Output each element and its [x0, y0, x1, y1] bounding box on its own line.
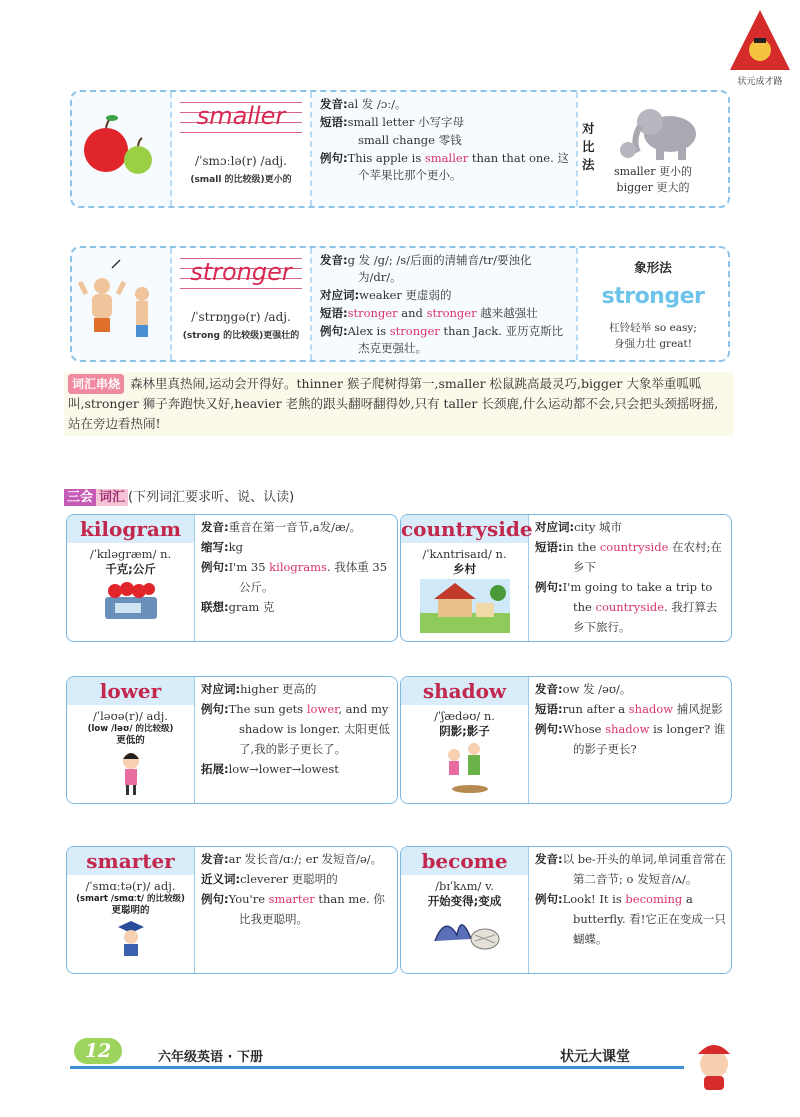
detail-label: 缩写:: [201, 540, 229, 554]
vocab-detail-row: [535, 577, 727, 637]
phonetic: /ˈsmɔːlə(r) /adj.: [195, 154, 287, 168]
vocab-meaning: 乡村: [453, 562, 476, 576]
detail-keyword: smarter: [268, 892, 315, 906]
vocab-detail-row: [535, 849, 727, 889]
vocab-detail-row: [201, 699, 393, 759]
vocab-details: [535, 679, 727, 759]
brand-name: 状元大课堂: [560, 1049, 630, 1065]
strongmen-illustration: [72, 248, 172, 360]
example: [320, 323, 574, 357]
publisher-logo: [728, 8, 792, 90]
label: 发音:: [320, 97, 348, 111]
headword: stronger: [190, 258, 292, 286]
detail-text: 捕风捉影: [673, 702, 723, 716]
phrase-keyword: stronger: [347, 306, 398, 320]
vocab-illustration: [67, 579, 194, 627]
story-text: 森林里真热闹,运动会开得好。thinner 猴子爬树得第一,smaller 松鼠跳高最灵巧,bigger 大象举重呱呱叫,stronger 狮子奔跑快又好,heavier 老熊的跟头翻呀翻得妙,只有 taller 长颈鹿,什么运动都不会,只会把头颈摇呀摇,站在旁边看热闹!: [68, 376, 719, 431]
vocab-detail-row: [201, 869, 393, 889]
vocab-detail-row: [201, 759, 393, 779]
detail-text: , and my shadow is longer. 太阳更低了,我的影子更长了。: [239, 702, 390, 756]
section-badge-1: 三会: [64, 489, 96, 506]
detail-keyword: lower: [306, 702, 339, 716]
example-keyword: stronger: [389, 324, 440, 338]
detail-label: 拓展:: [201, 762, 229, 776]
vocab-word-panel: [67, 677, 195, 803]
logo-text: 状元成才路: [737, 77, 783, 87]
phrase-1: small letter 小写字母: [347, 115, 464, 129]
detail-label: 发音:: [535, 682, 563, 696]
vocab-detail-row: [201, 537, 393, 557]
story-tag: 词汇串烧: [68, 374, 124, 394]
vocab-illustration: [401, 911, 528, 959]
vocab-card-shadow: [400, 676, 732, 804]
detail-text: 以 be-开头的单词,单词重音常在第二音节; o 发短音/ʌ/。: [562, 852, 726, 886]
pron-text: g 发 /g/; /s/后面的清辅音/tr/要浊化为/dr/。: [347, 253, 532, 284]
section-header: [64, 486, 294, 505]
gloss: (strong 的比较级)更强壮的: [182, 331, 300, 341]
section-note: (下列词汇要求听、说、认读): [128, 490, 295, 505]
elephant-icon: [618, 98, 708, 162]
detail-label: 例句:: [535, 892, 563, 906]
vocab-card-lower: [66, 676, 398, 804]
detail-text: The sun gets: [228, 702, 307, 716]
vocab-details: [201, 517, 393, 617]
headword: smaller: [196, 102, 286, 130]
caption-2: 身强力壮 great!: [614, 338, 692, 350]
example: [320, 150, 574, 184]
detail-text: You're: [228, 892, 269, 906]
detail-label: 发音:: [535, 852, 563, 866]
example-keyword: smaller: [424, 151, 469, 165]
detail-text: cleverer 更聪明的: [240, 872, 338, 886]
detail-text: kg: [228, 540, 243, 554]
detail-label: 短语:: [535, 540, 563, 554]
book-title: 六年级英语 · 下册: [158, 1050, 263, 1065]
example-part: than that one. 这个苹果比那个更小。: [358, 151, 569, 182]
vocab-card-become: [400, 846, 732, 974]
detail-text: . 我打算去乡下旅行。: [573, 600, 718, 634]
detail-text: in the: [562, 540, 600, 554]
vocab-word-panel: [401, 677, 529, 803]
section-badge-2: 词汇: [96, 489, 128, 506]
detail-text: is longer? 谁的影子更长?: [573, 722, 726, 756]
vocab-meaning: 开始变得;变成: [427, 894, 502, 908]
caption-1: 杠铃轻举 so easy;: [609, 322, 697, 334]
vocab-note: (low /ləʊ/ 的比较级): [87, 724, 174, 734]
detail-text: I'm going to take a trip to the: [562, 580, 713, 614]
vocab-phonetic: /ˈləʊə(r)/ adj.: [93, 709, 168, 723]
caption-2: bigger 更大的: [616, 181, 690, 194]
vocab-detail-row: [201, 889, 393, 929]
detail-text: run after a: [562, 702, 629, 716]
phrase-part: 越来越强壮: [476, 306, 538, 320]
label: 例句:: [320, 151, 348, 165]
vocab-detail-row: [535, 889, 727, 949]
vocab-details: [201, 679, 393, 779]
detail-label: 短语:: [535, 702, 563, 716]
detail-text: ow 发 /əʊ/。: [562, 682, 632, 696]
vocab-phonetic: /bɪˈkʌm/ v.: [435, 879, 494, 893]
vocab-word-panel: [67, 515, 195, 641]
vocab-phonetic: /ˈsmɑːtə(r)/ adj.: [85, 879, 176, 893]
word-card-stronger: [70, 246, 730, 362]
detail-keyword: countryside: [599, 540, 669, 554]
detail-text: I'm 35: [228, 560, 270, 574]
detail-label: 例句:: [535, 580, 563, 594]
detail-text: low→lower→lowest: [228, 762, 339, 776]
vocab-meaning: 千克;公斤: [105, 562, 156, 576]
logo-triangle-icon: [728, 8, 792, 74]
vocab-detail-row: [535, 719, 727, 759]
vocab-story: [64, 372, 734, 436]
vocab-meaning: 更聪明的: [111, 905, 150, 916]
detail-text: than me. 你比我更聪明。: [239, 892, 385, 926]
info-cell: [320, 252, 574, 358]
antonym: weaker 更虚弱的: [359, 288, 452, 302]
detail-label: 例句:: [535, 722, 563, 736]
vocab-phonetic: /ˈkʌntrisaɪd/ n.: [422, 547, 507, 561]
vocab-detail-row: [201, 557, 393, 597]
vocab-headword: shadow: [401, 677, 528, 705]
vocab-detail-row: [535, 537, 727, 577]
label: 短语:: [320, 306, 348, 320]
vocab-word-panel: [401, 847, 529, 973]
detail-keyword: shadow: [605, 722, 650, 736]
detail-label: 发音:: [201, 852, 229, 866]
vocab-card-smarter: [66, 846, 398, 974]
detail-text: Look! It is: [562, 892, 626, 906]
example-part: This apple is: [347, 151, 425, 165]
vocab-illustration: [401, 579, 528, 637]
detail-keyword: shadow: [628, 702, 674, 716]
method-label: 象形法: [634, 260, 672, 275]
vocab-detail-row: [201, 849, 393, 869]
pron-text: al 发 /ɔː/。: [347, 97, 407, 111]
label: 短语:: [320, 115, 348, 129]
vocab-phonetic: /ˈʃædəʊ/ n.: [434, 709, 495, 723]
detail-text: ar 发长音/ɑː/; er 发短音/ə/。: [228, 852, 383, 866]
detail-label: 发音:: [201, 520, 229, 534]
gloss: (small 的比较级)更小的: [190, 175, 292, 185]
detail-label: 对应词:: [201, 682, 241, 696]
vocab-details: [201, 849, 393, 929]
apples-illustration: [72, 92, 172, 206]
page-number: 12: [74, 1038, 122, 1064]
caption-1: smaller 更小的: [614, 165, 692, 178]
mascot-icon: [690, 1036, 738, 1092]
phrase-part: and: [397, 306, 427, 320]
detail-text: Whose: [562, 722, 606, 736]
vocab-illustration: [67, 919, 194, 963]
method-label: 对比法: [582, 121, 595, 172]
phonetic: /ˈstrɒŋgə(r) /adj.: [191, 310, 291, 324]
footer-rule: [70, 1066, 684, 1069]
word-cell: [172, 92, 312, 206]
detail-label: 联想:: [201, 600, 229, 614]
detail-label: 例句:: [201, 560, 229, 574]
vocab-illustration: [401, 741, 528, 801]
vocab-illustration: [67, 749, 194, 803]
detail-text: city 城市: [574, 520, 623, 534]
detail-label: 例句:: [201, 892, 229, 906]
method-cell: [576, 248, 728, 360]
vocab-detail-row: [535, 699, 727, 719]
vocab-headword: kilogram: [67, 515, 194, 543]
vocab-headword: lower: [67, 677, 194, 705]
phrase-2: small change 零钱: [358, 133, 462, 147]
vocab-detail-row: [535, 517, 727, 537]
word-cell: [172, 248, 312, 360]
vocab-phonetic: /ˈkɪləgræm/ n.: [89, 547, 172, 561]
vocab-meaning: 更低的: [116, 735, 145, 746]
detail-keyword: countryside: [595, 600, 665, 614]
vocab-detail-row: [201, 679, 393, 699]
label: 发音:: [320, 253, 348, 267]
vocab-meaning: 阴影;影子: [439, 724, 490, 738]
vocab-card-countryside: [400, 514, 732, 642]
detail-keyword: becoming: [625, 892, 683, 906]
detail-text: gram 克: [228, 600, 275, 614]
vocab-word-panel: [67, 847, 195, 973]
vocab-detail-row: [201, 597, 393, 617]
example-part: than Jack. 亚历克斯比杰克更强壮。: [358, 324, 564, 355]
detail-label: 近义词:: [201, 872, 241, 886]
vocab-headword: smarter: [67, 847, 194, 875]
phrase-keyword: stronger: [426, 306, 477, 320]
vocab-headword: countryside: [401, 517, 533, 541]
vocab-headword: become: [401, 847, 528, 875]
detail-text: 重音在第一音节,a发/æ/。: [228, 520, 362, 534]
detail-text: . 我体重 35 公斤。: [239, 560, 388, 594]
label: 例句:: [320, 324, 348, 338]
vocab-card-kilogram: [66, 514, 398, 642]
detail-label: 对应词:: [535, 520, 575, 534]
detail-keyword: kilograms: [269, 560, 327, 574]
vocab-detail-row: [201, 517, 393, 537]
word-card-smaller: [70, 90, 730, 208]
vocab-word-panel: [401, 515, 533, 641]
label: 对应词:: [320, 288, 360, 302]
detail-label: 例句:: [201, 702, 229, 716]
method-cell: [576, 92, 728, 206]
vocab-details: [535, 517, 727, 637]
detail-text: higher 更高的: [240, 682, 317, 696]
example-part: Alex is: [347, 324, 390, 338]
detail-text: a butterfly. 看!它正在变成一只蝴蝶。: [573, 892, 726, 946]
stronger-art-text: stronger: [601, 284, 705, 309]
detail-text: 在农村;在乡下: [573, 540, 722, 574]
vocab-note: (smart /smɑːt/ 的比较级): [76, 894, 185, 904]
vocab-detail-row: [535, 679, 727, 699]
info-cell: [320, 96, 574, 185]
vocab-details: [535, 849, 727, 949]
